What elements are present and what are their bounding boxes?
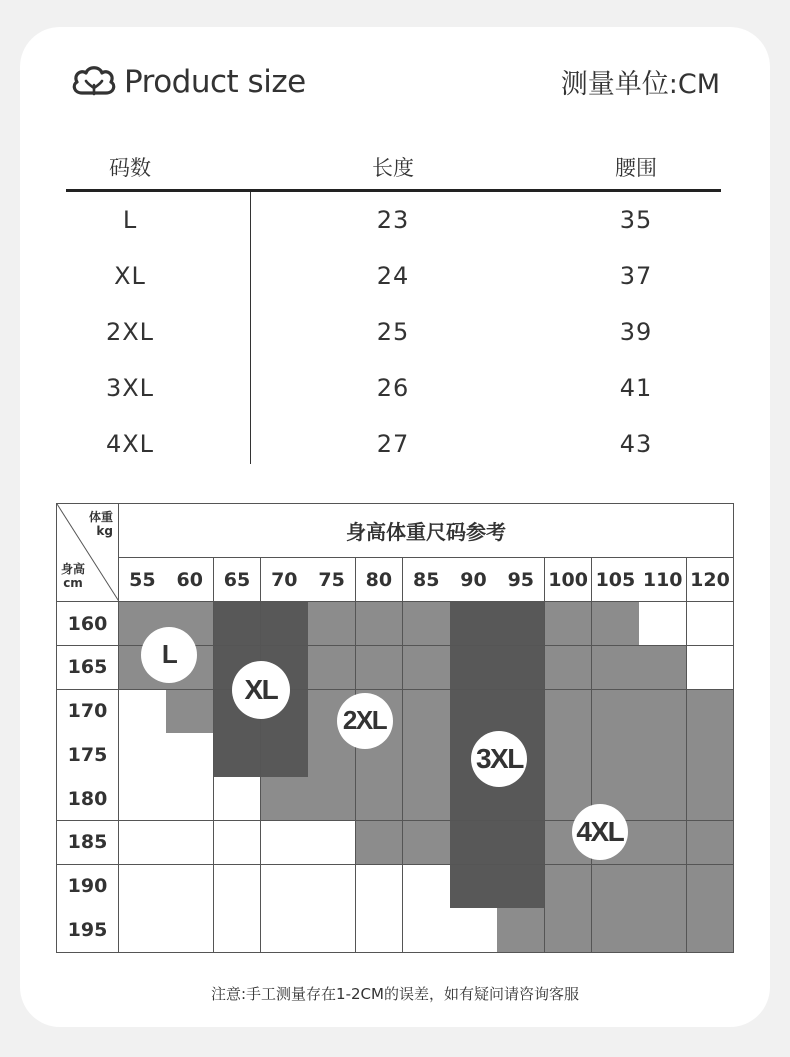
size-table: [66, 140, 721, 464]
grid-cell: [214, 821, 262, 865]
grid-cell: [639, 777, 687, 821]
size-badge-l: L: [141, 627, 197, 683]
column-header-length: 长度: [372, 156, 414, 180]
grid-cell: [261, 602, 309, 646]
grid-cell: [214, 777, 262, 821]
grid-cell: [592, 908, 640, 952]
corner-header: [56, 503, 119, 602]
column-header-size: 码数: [109, 156, 151, 180]
grid-cell: [545, 646, 593, 690]
grid-cell: [639, 865, 687, 909]
grid-cell: [450, 908, 498, 952]
grid-cell: [119, 733, 167, 777]
height-axis-label: [61, 562, 85, 590]
grid-cell: [214, 865, 262, 909]
size-badge-4xl: 4XL: [572, 804, 628, 860]
cell-length: 23: [376, 206, 410, 234]
grid-cell: [639, 733, 687, 777]
cell-waist: 43: [619, 430, 653, 458]
grid-cell: [166, 690, 214, 734]
size-badge-3xl: 3XL: [471, 731, 527, 787]
grid-cell: [687, 865, 735, 909]
height-header-cell: 180: [56, 777, 119, 821]
size-table-body: [66, 192, 721, 464]
grid-cell: [497, 690, 545, 734]
grid-cell: [545, 908, 593, 952]
cell-size: 4XL: [105, 430, 155, 458]
page-title: Product size: [124, 64, 306, 100]
grid-cell: [166, 908, 214, 952]
weight-header-cell: 80: [356, 558, 404, 602]
weight-header-cell: 95: [497, 558, 545, 602]
grid-cell: [497, 865, 545, 909]
grid-cell: [403, 777, 451, 821]
size-table-row: [66, 360, 721, 416]
weight-header-cell: 85: [403, 558, 451, 602]
grid-cell: [403, 646, 451, 690]
grid-cell: [403, 690, 451, 734]
weight-axis-label: [89, 510, 113, 538]
cell-length: 24: [376, 262, 410, 290]
grid-cell: [639, 821, 687, 865]
grid-cell: [261, 733, 309, 777]
measurement-note: 注意:手工测量存在1-2CM的误差，如有疑问请咨询客服: [211, 985, 579, 1003]
grid-cell: [308, 908, 356, 952]
grid-cell: [356, 865, 404, 909]
grid-cell: [119, 690, 167, 734]
weight-header-cell: 75: [308, 558, 356, 602]
grid-cell: [687, 908, 735, 952]
grid-cell: [450, 690, 498, 734]
weight-header-cell: 120: [687, 558, 735, 602]
grid-cell: [639, 908, 687, 952]
grid-cell: [450, 865, 498, 909]
grid-cell: [166, 777, 214, 821]
grid-cell: [545, 733, 593, 777]
grid-cell: [639, 602, 687, 646]
size-table-header: [66, 140, 721, 192]
size-table-row: [66, 192, 721, 248]
height-header-cell: 175: [56, 733, 119, 777]
cotton-icon: [70, 63, 118, 101]
cell-size: L: [122, 206, 138, 234]
grid-cell: [450, 821, 498, 865]
weight-header-cell: 60: [166, 558, 214, 602]
grid-cell: [119, 777, 167, 821]
cell-length: 25: [376, 318, 410, 346]
cell-size: 2XL: [105, 318, 155, 346]
size-badge-2xl: 2XL: [337, 693, 393, 749]
grid-cell: [356, 908, 404, 952]
grid-cell: [119, 865, 167, 909]
grid-cell: [592, 646, 640, 690]
grid-cell: [261, 865, 309, 909]
height-header-cell: 170: [56, 690, 119, 734]
weight-header-cell: 70: [261, 558, 309, 602]
cell-size: 3XL: [105, 374, 155, 402]
height-header-cell: 185: [56, 821, 119, 865]
size-table-row: [66, 304, 721, 360]
cell-waist: 41: [619, 374, 653, 402]
grid-cell: [119, 821, 167, 865]
reference-title: 身高体重尺码参考: [119, 503, 734, 558]
grid-cell: [356, 821, 404, 865]
grid-cell: [545, 602, 593, 646]
grid-cell: [214, 602, 262, 646]
grid-cell: [261, 821, 309, 865]
grid-cell: [687, 733, 735, 777]
grid-cell: [592, 865, 640, 909]
grid-cell: [403, 821, 451, 865]
height-label: 身高: [61, 562, 86, 576]
grid-cell: [639, 690, 687, 734]
cell-waist: 37: [619, 262, 653, 290]
grid-cell: [166, 821, 214, 865]
weight-label: 体重: [88, 510, 113, 524]
grid-cell: [687, 646, 735, 690]
weight-unit: kg: [96, 524, 113, 538]
height-header-cell: 165: [56, 646, 119, 690]
grid-cell: [687, 690, 735, 734]
grid-cell: [356, 646, 404, 690]
size-badge-xl: XL: [232, 661, 290, 719]
grid-cell: [308, 646, 356, 690]
page-header: [70, 60, 306, 104]
grid-cell: [687, 777, 735, 821]
grid-cell: [166, 733, 214, 777]
grid-cell: [545, 865, 593, 909]
grid-cell: [403, 865, 451, 909]
cell-length: 27: [376, 430, 410, 458]
height-header-cell: 160: [56, 602, 119, 646]
size-table-row: [66, 416, 721, 472]
grid-cell: [403, 602, 451, 646]
grid-cell: [119, 908, 167, 952]
grid-cell: [592, 602, 640, 646]
grid-cell: [497, 602, 545, 646]
grid-cell: [592, 690, 640, 734]
height-header-cell: 190: [56, 865, 119, 909]
grid-cell: [261, 777, 309, 821]
size-table-row: [66, 248, 721, 304]
grid-cell: [545, 690, 593, 734]
grid-cell: [687, 602, 735, 646]
grid-cell: [308, 777, 356, 821]
unit-label: 测量单位:CM: [560, 69, 720, 100]
grid-cell: [403, 733, 451, 777]
cell-waist: 39: [619, 318, 653, 346]
grid-cell: [356, 602, 404, 646]
height-header-cell: 195: [56, 908, 119, 952]
grid-cell: [450, 602, 498, 646]
grid-cell: [308, 821, 356, 865]
grid-cell: [497, 908, 545, 952]
weight-header-cell: 65: [214, 558, 262, 602]
cell-length: 26: [376, 374, 410, 402]
weight-header-cell: 105: [592, 558, 640, 602]
grid-cell: [166, 865, 214, 909]
cell-waist: 35: [619, 206, 653, 234]
grid-cell: [261, 908, 309, 952]
grid-cell: [497, 821, 545, 865]
grid-cell: [403, 908, 451, 952]
cell-size: XL: [114, 262, 146, 290]
weight-header-cell: 90: [450, 558, 498, 602]
grid-cell: [308, 602, 356, 646]
weight-header-cell: 55: [119, 558, 167, 602]
grid-cell: [497, 646, 545, 690]
grid-cell: [592, 733, 640, 777]
grid-cell: [687, 821, 735, 865]
weight-header-cell: 110: [639, 558, 687, 602]
grid-cell: [308, 865, 356, 909]
grid-cell: [214, 733, 262, 777]
grid-cell: [214, 908, 262, 952]
size-reference-chart: [56, 503, 734, 952]
grid-cell: [639, 646, 687, 690]
grid-cell: [450, 646, 498, 690]
height-unit: cm: [63, 576, 83, 590]
column-header-waist: 腰围: [615, 156, 657, 180]
grid-cell: [356, 777, 404, 821]
weight-header-cell: 100: [545, 558, 593, 602]
